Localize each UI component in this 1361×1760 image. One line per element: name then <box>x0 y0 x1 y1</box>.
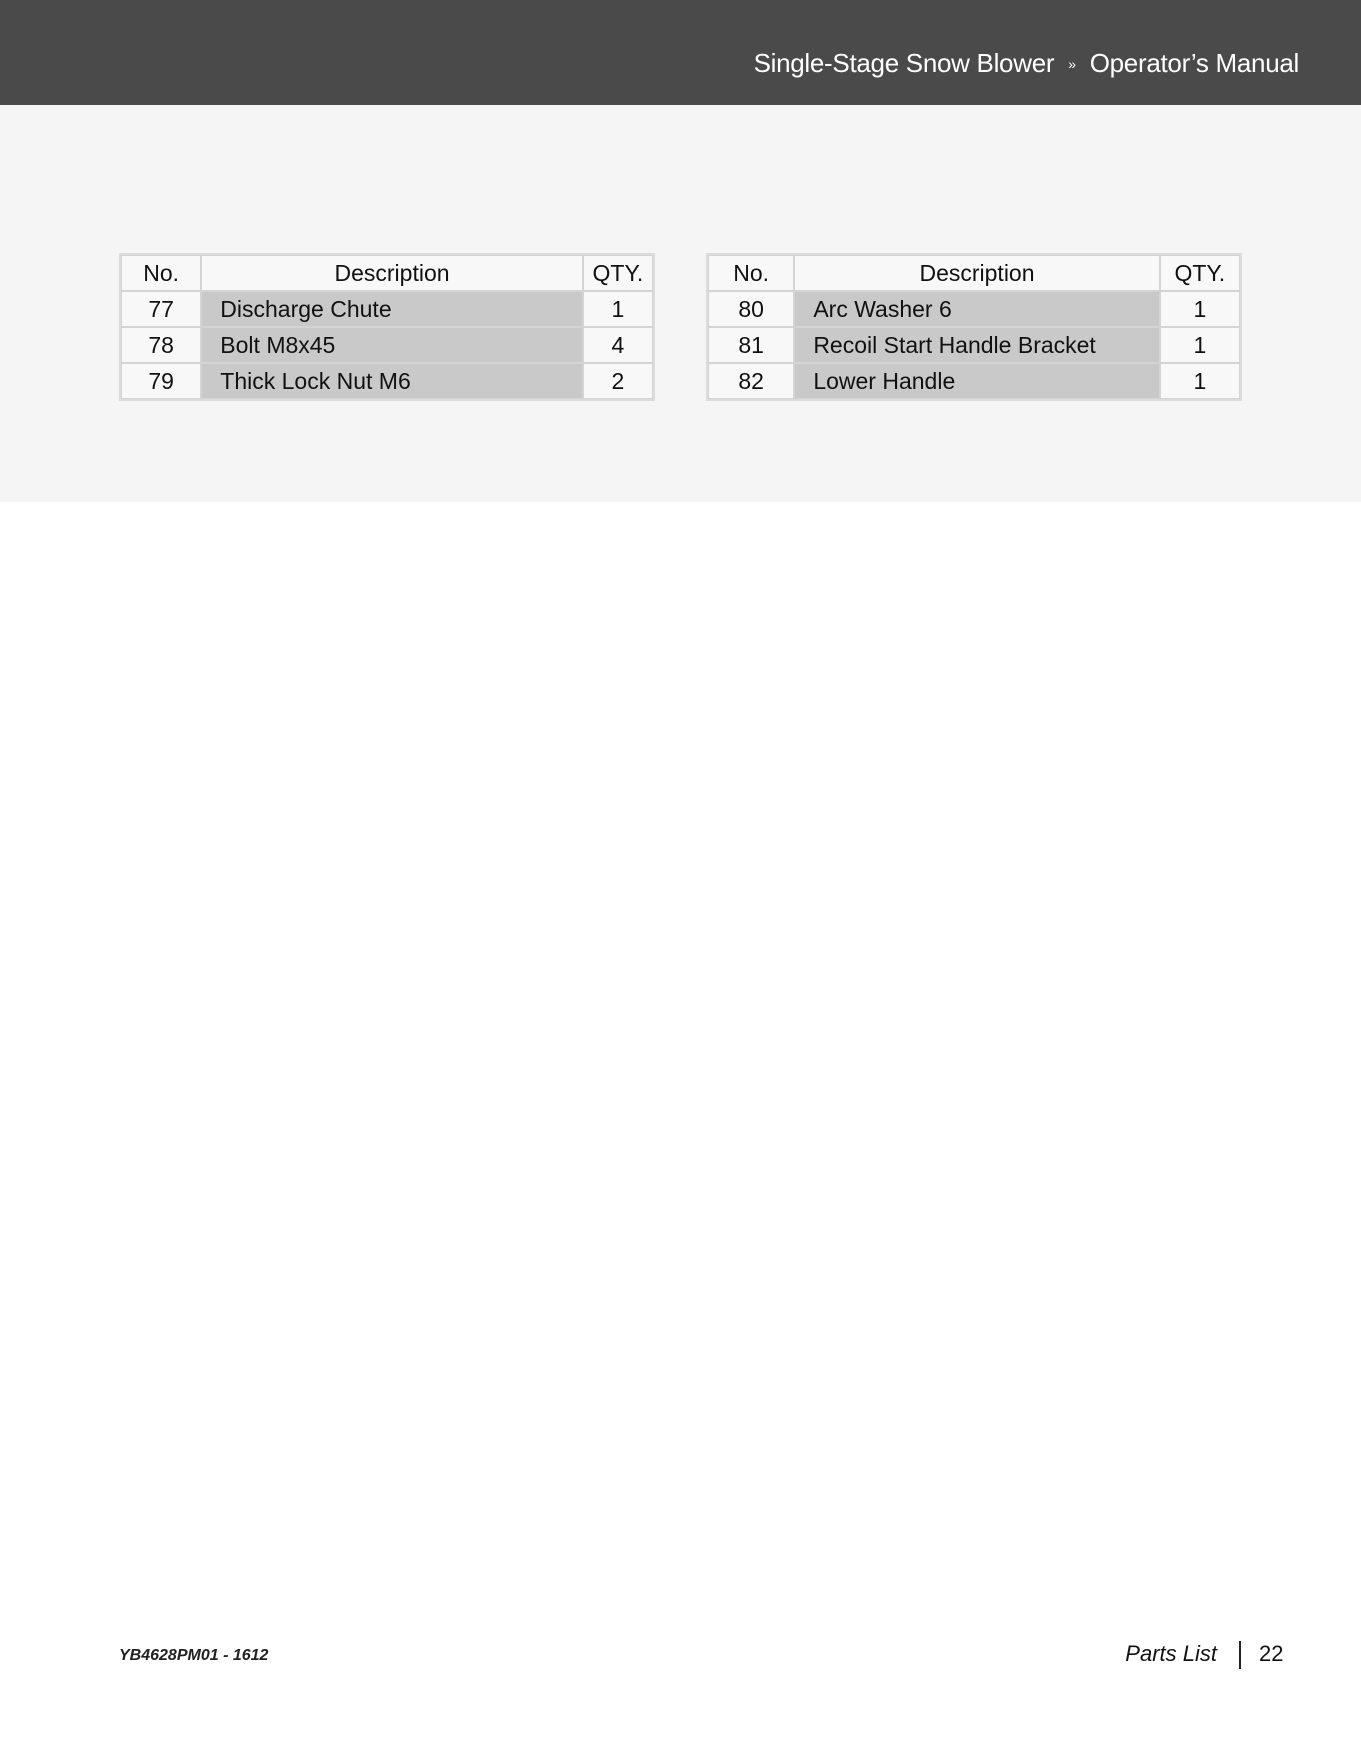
part-description: Recoil Start Handle Bracket <box>794 327 1159 363</box>
table-row <box>708 291 1240 327</box>
table-row <box>121 363 653 399</box>
part-number: 78 <box>121 327 201 363</box>
table-row <box>121 327 653 363</box>
part-quantity: 4 <box>583 327 653 363</box>
table-header-row <box>708 255 1240 291</box>
part-number: 80 <box>708 291 794 327</box>
part-number: 77 <box>121 291 201 327</box>
header-separator: » <box>1068 56 1076 72</box>
column-header-qty: QTY. <box>1160 255 1240 291</box>
header-product: Single-Stage Snow Blower <box>753 48 1055 78</box>
part-quantity: 1 <box>583 291 653 327</box>
table-row <box>708 363 1240 399</box>
column-header-qty: QTY. <box>583 255 653 291</box>
part-description: Thick Lock Nut M6 <box>201 363 582 399</box>
header-manual: Operator’s Manual <box>1089 48 1299 78</box>
part-description: Arc Washer 6 <box>794 291 1159 327</box>
part-description: Discharge Chute <box>201 291 582 327</box>
page-number: 22 <box>1259 1641 1284 1666</box>
part-quantity: 1 <box>1160 363 1240 399</box>
table-row <box>121 291 653 327</box>
header-title <box>754 48 1299 79</box>
part-description: Bolt M8x45 <box>201 327 582 363</box>
part-number: 82 <box>708 363 794 399</box>
column-header-description: Description <box>201 255 582 291</box>
table-header-row <box>121 255 653 291</box>
footer-section-title: Parts List <box>1125 1641 1217 1666</box>
part-number: 79 <box>121 363 201 399</box>
part-quantity: 1 <box>1160 327 1240 363</box>
column-header-no: No. <box>708 255 794 291</box>
part-quantity: 1 <box>1160 291 1240 327</box>
part-description: Lower Handle <box>794 363 1159 399</box>
header-bar <box>0 0 1361 105</box>
footer-divider <box>1239 1641 1241 1669</box>
column-header-no: No. <box>121 255 201 291</box>
document-code: YB4628PM01 - 1612 <box>119 1647 269 1664</box>
parts-table-left <box>119 253 655 401</box>
parts-table-right <box>706 253 1242 401</box>
column-header-description: Description <box>794 255 1159 291</box>
part-quantity: 2 <box>583 363 653 399</box>
part-number: 81 <box>708 327 794 363</box>
table-row <box>708 327 1240 363</box>
